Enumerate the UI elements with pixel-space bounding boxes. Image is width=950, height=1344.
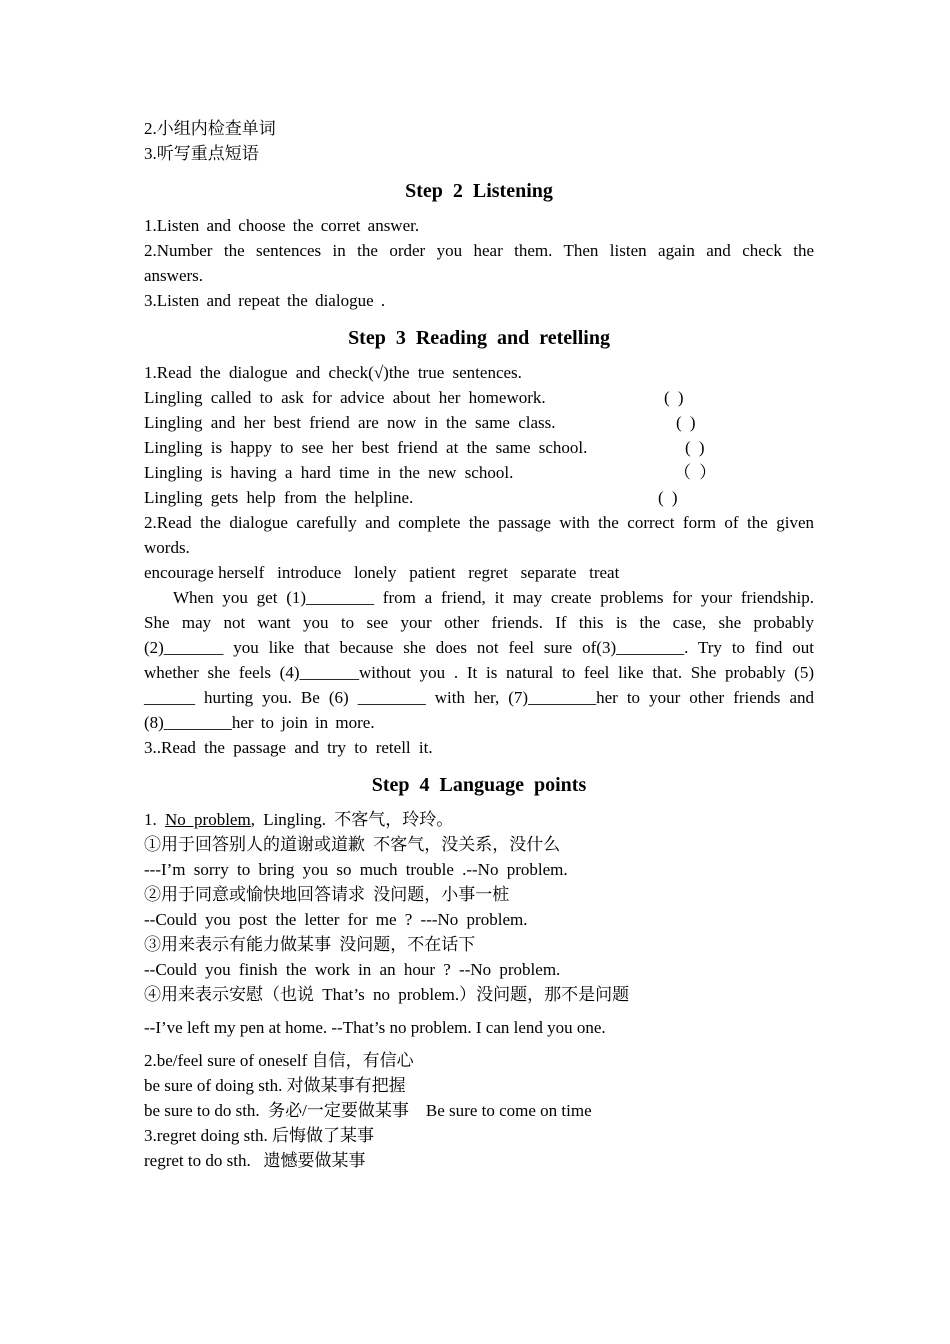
language-point-1: 1. No problem, Lingling. 不客气，玲玲。 — [144, 810, 454, 829]
worksheet-page — [144, 116, 814, 1173]
language-point: be sure to do sth. 务必/一定要做某事 Be sure to come on time — [144, 1101, 592, 1120]
statement-row — [144, 435, 814, 460]
fill-in-passage: When you get (1)________ from a friend, it may create problems for your friendship. She may not want you to see your other friends. If this is the case, she probably (2)_______ you like that because she does not feel sure of(3)________. Try to find out whether she feels (4)_______without you . It is natural to feel like that. She probably (5) ______ hurting you. Be (6) ________ with her, (7)________her to your other friends and (8)________her to join in more. — [144, 588, 814, 732]
example-sentence: --I’ve left my pen at home. --That’s no problem. I can lend you one. — [144, 1018, 606, 1037]
step3-task3: 3..Read the passage and try to retell it. — [144, 738, 433, 757]
step2-heading: Step 2 Listening — [405, 180, 553, 202]
usage-line: ①用于回答别人的道谢或道歉 不客气，没关系，没什么 — [144, 835, 561, 854]
step4-heading: Step 4 Language points — [371, 774, 587, 796]
check-mark-box[interactable]: ( ) — [664, 388, 684, 407]
statement-row — [144, 485, 814, 510]
check-mark-box[interactable]: ( ) — [676, 413, 696, 432]
statement-row — [144, 385, 814, 410]
language-point: 3.regret doing sth. 后悔做了某事 — [144, 1126, 374, 1145]
step3-task1: 1.Read the dialogue and check(√)the true sentences. — [144, 363, 522, 382]
statement-row — [144, 410, 814, 435]
usage-line: --Could you post the letter for me ? ---No problem. — [144, 910, 528, 929]
usage-line: ---I’m sorry to bring you so much trouble .--No problem. — [144, 860, 568, 879]
key-phrase: No problem — [165, 810, 251, 829]
statement-text: Lingling is having a hard time in the new school. — [144, 463, 514, 482]
step1-item: 2.小组内检查单词 — [144, 119, 276, 138]
step2-item: 3.Listen and repeat the dialogue . — [144, 291, 386, 310]
statement-row — [144, 460, 814, 485]
check-mark-box[interactable]: ( ) — [685, 438, 705, 457]
language-point: 2.be/feel sure of oneself 自信，有信心 — [144, 1051, 414, 1070]
check-mark-box[interactable]: ( ) — [658, 488, 678, 507]
language-point: regret to do sth. 遗憾要做某事 — [144, 1151, 366, 1170]
step2-item: 1.Listen and choose the corret answer. — [144, 216, 420, 235]
language-point: be sure of doing sth. 对做某事有把握 — [144, 1076, 406, 1095]
statement-text: Lingling gets help from the helpline. — [144, 488, 414, 507]
usage-line: ②用于同意或愉快地回答请求 没问题，小事一桩 — [144, 885, 510, 904]
usage-line: ④用来表示安慰（也说 That’s no problem.）没问题，那不是问题 — [144, 985, 630, 1004]
word-bank: encourage herself introduce lonely patient regret separate treat — [144, 563, 620, 582]
statement-text: Lingling called to ask for advice about her homework. — [144, 388, 546, 407]
step3-heading: Step 3 Reading and retelling — [348, 327, 610, 349]
statement-text: Lingling and her best friend are now in the same class. — [144, 413, 556, 432]
usage-line: ③用来表示有能力做某事 没问题，不在话下 — [144, 935, 476, 954]
check-mark-box[interactable]: （ ） — [674, 463, 717, 482]
step1-item: 3.听写重点短语 — [144, 144, 259, 163]
statement-text: Lingling is happy to see her best friend at the same school. — [144, 438, 588, 457]
step3-task2: 2.Read the dialogue carefully and complete the passage with the correct form of the given words. — [144, 513, 814, 557]
usage-line: --Could you finish the work in an hour ? --No problem. — [144, 960, 561, 979]
step2-item: 2.Number the sentences in the order you hear them. Then listen again and check the answers. — [144, 241, 814, 285]
